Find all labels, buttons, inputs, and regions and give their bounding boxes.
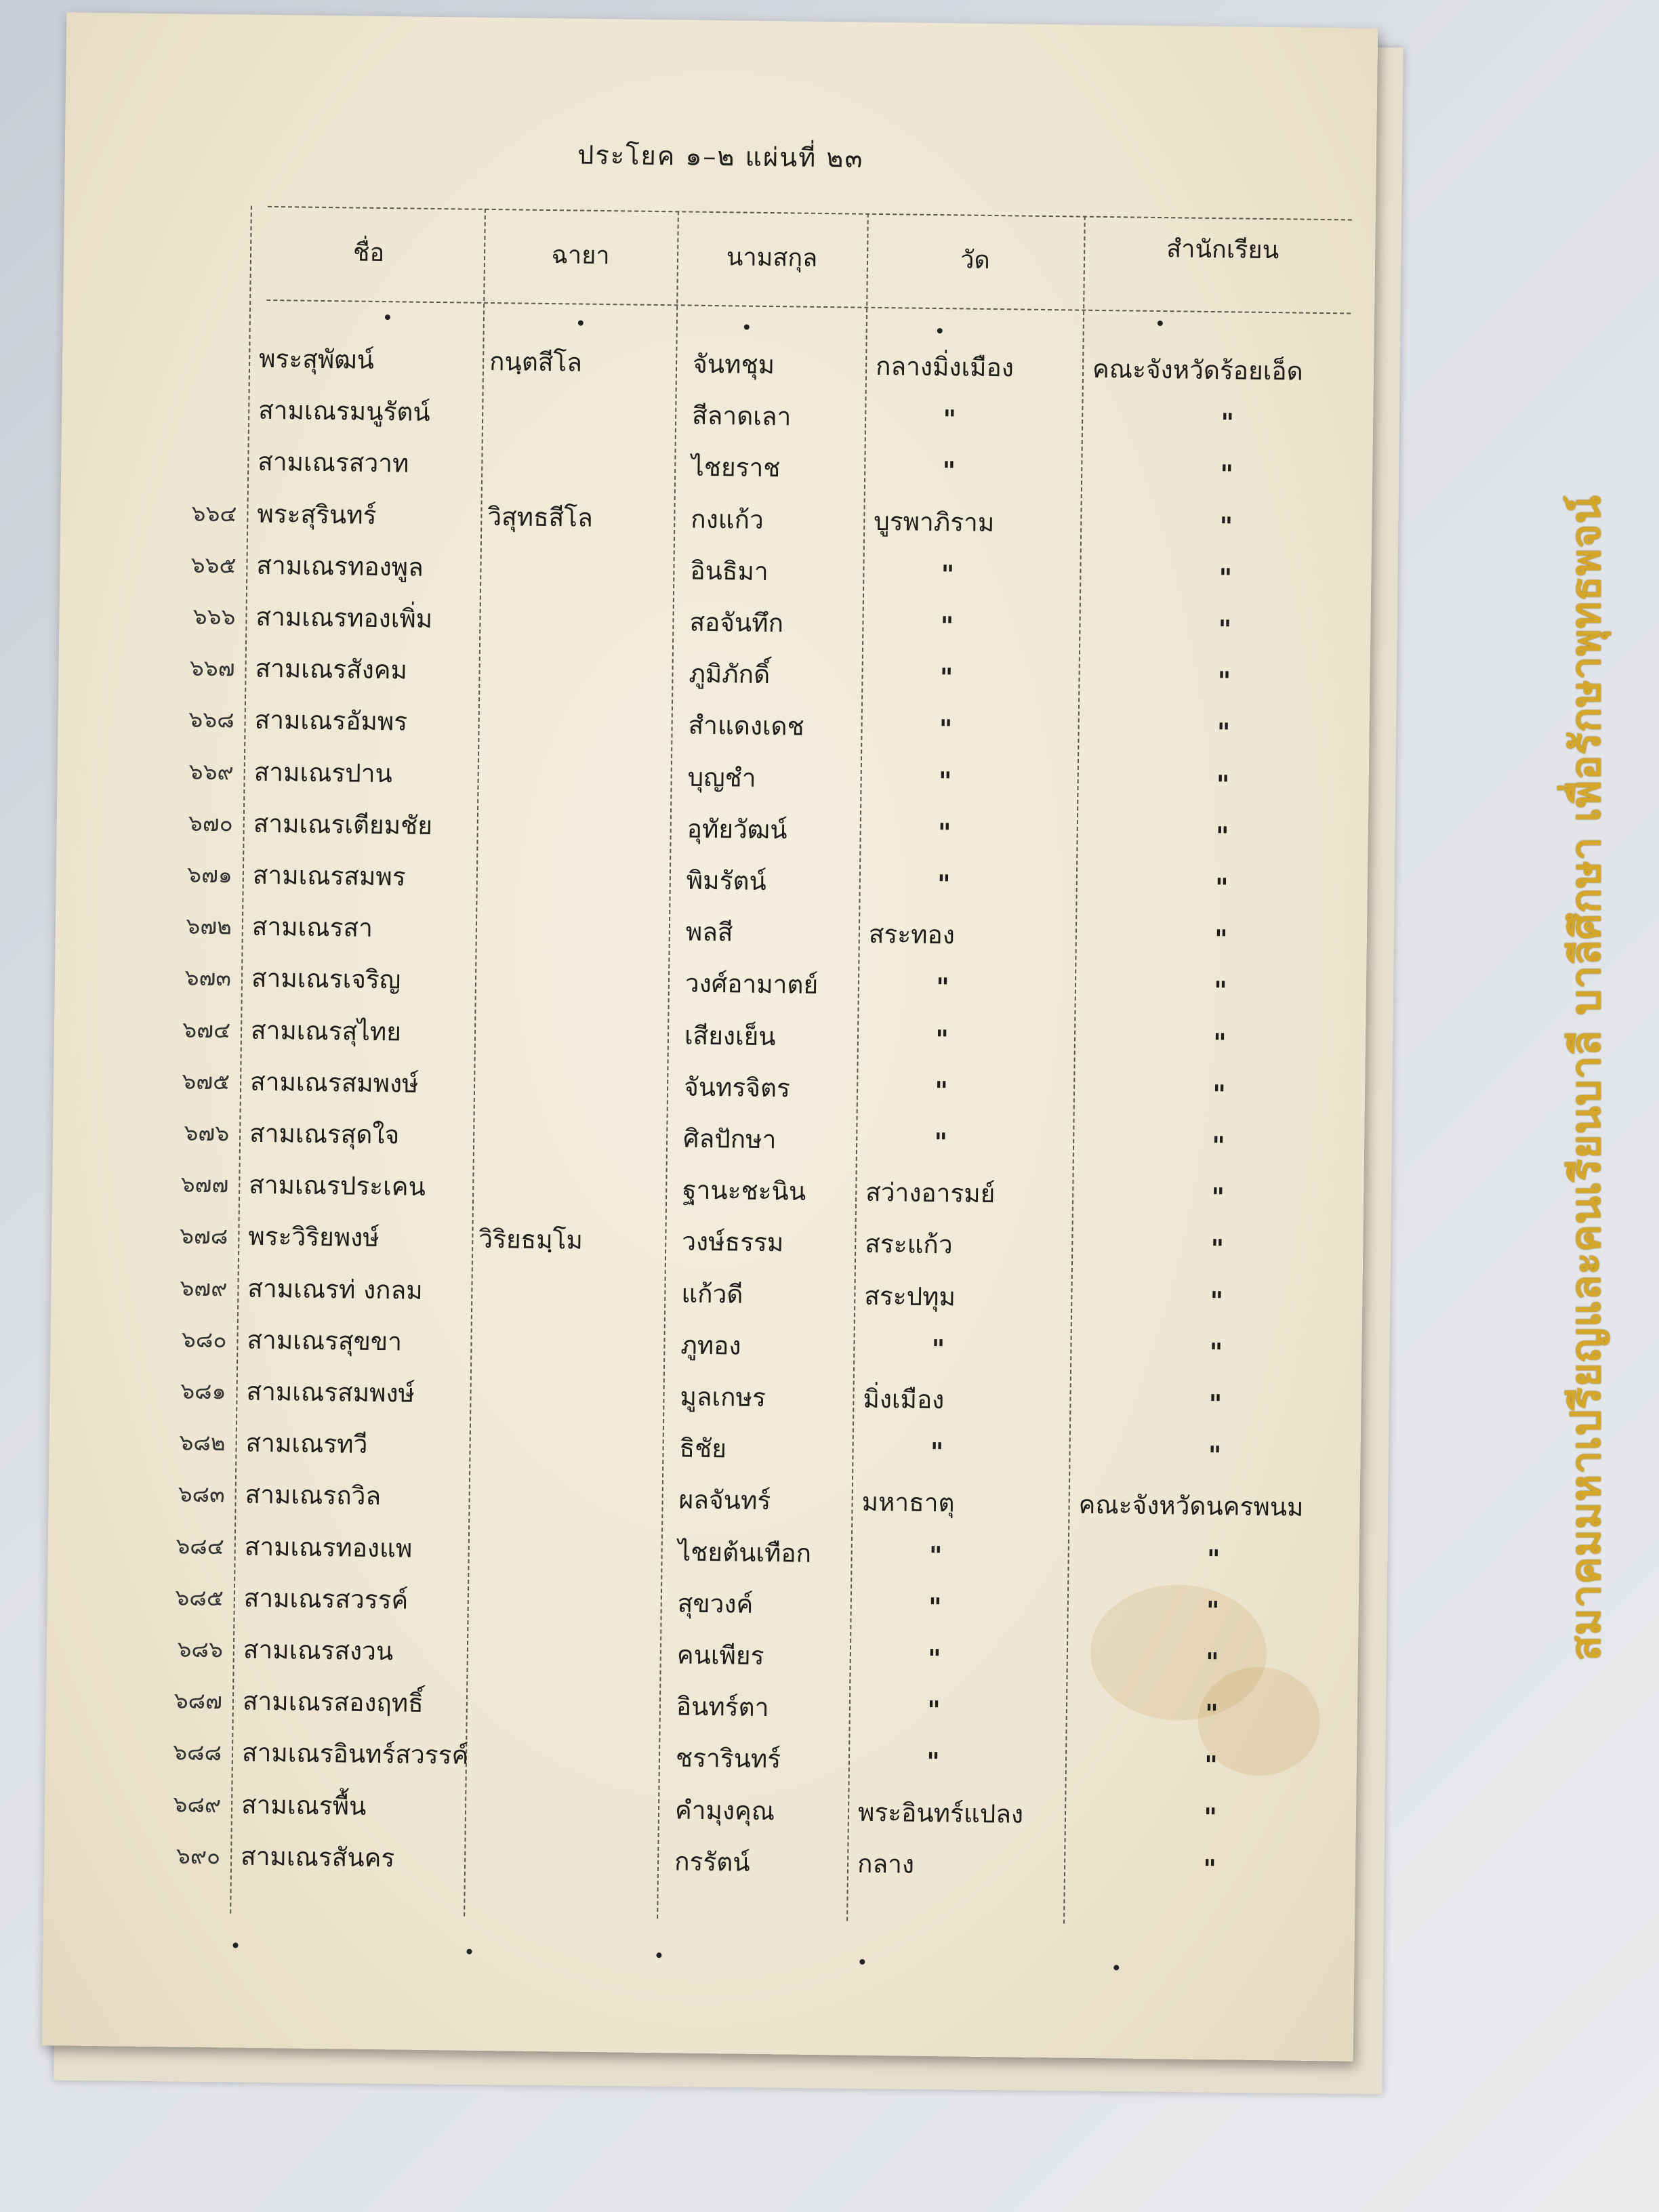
entry-surname: ชรารินทร์ [675,1743,781,1774]
table-top-rule [268,206,1352,221]
entry-school: " [1203,1853,1216,1884]
entry-temple: " [928,1591,942,1622]
entry-school: " [1215,820,1229,851]
entry-number: ๖๗๖ [184,1119,230,1147]
entry-number: ๖๘๗ [173,1687,223,1715]
entry-temple: บูรพาภิราม [874,506,995,537]
entry-number: ๖๘๒ [179,1429,226,1456]
entry-surname: กงแก้ว [691,504,764,535]
entry-temple: " [939,662,954,693]
entry-temple: พระอินทร์แปลง [857,1797,1024,1829]
entry-surname: คำมุงคุณ [674,1795,775,1826]
entry-name: สามเณรสังคม [255,653,408,685]
header-bottom-rule [266,300,1351,314]
entry-number: ๖๗๒ [186,912,232,940]
column-header-name: ชื่อ [352,239,385,268]
entry-temple: กลาง [857,1849,915,1879]
entry-surname: พิมรัตน์ [686,865,767,896]
entry-temple: " [939,714,953,744]
entry-number: ๖๙๐ [176,1842,221,1870]
entry-surname: กรรัตน์ [674,1847,750,1877]
entry-number: ๖๖๕ [190,551,237,579]
entry-school: " [1210,1233,1225,1264]
entry-number: ๖๗๔ [182,1016,231,1043]
mark-dot [859,1959,865,1965]
entry-name: พระสุพัฒน์ [258,344,375,375]
entry-surname: ภูมิภักดิ์ [689,659,771,690]
entry-school: " [1214,872,1229,903]
column-header-monastic-name: ฉายา [551,241,610,270]
entry-number: ๖๘๕ [175,1584,224,1612]
entry-surname: พลสี [685,917,733,947]
entry-school: " [1214,924,1228,954]
entry-temple: " [934,1127,948,1158]
entry-name: สามเณรทองพูล [256,550,424,582]
mark-dot [233,1943,239,1948]
entry-temple: สระทอง [868,920,956,950]
entry-name: สามเณรเตียมชัย [253,808,433,840]
entry-name: สามเณรสมพงษ์ [249,1067,419,1099]
mark-dot [385,314,390,320]
entry-surname: ศิลปักษา [682,1124,777,1155]
entry-school: " [1218,614,1232,644]
entry-school: " [1221,407,1235,438]
entry-surname: สำแดงเดช [688,710,804,742]
entry-temple: " [937,869,951,899]
entry-name: สามเณรสมพงษ์ [246,1376,415,1408]
entry-name: พระสุรินทร์ [257,499,377,530]
column-header-temple: วัด [960,246,991,274]
entry-number: ๖๗๘ [179,1222,228,1250]
mark-dot [656,1952,661,1958]
entry-temple: " [941,558,955,590]
entry-number: ๖๘๑ [180,1377,226,1405]
entry-surname: แก้วดี [681,1279,743,1309]
entry-temple: " [926,1695,941,1725]
entry-temple: " [935,1023,949,1054]
entry-name: สามเณรสุขขา [247,1325,403,1357]
watermark [1538,461,1633,1694]
entry-school: " [1219,510,1233,541]
mark-dot [744,325,750,330]
mark-dot [1113,1965,1119,1970]
entry-number: ๖๘๘ [172,1738,222,1766]
entry-name: สามเณรถวิล [245,1480,382,1511]
entry-temple: " [943,404,957,434]
entry-surname: จันทชุม [692,349,775,380]
entry-number: ๖๗๐ [188,809,234,837]
entry-school: " [1204,1750,1218,1780]
entry-surname: ฐานะชะนิน [682,1175,806,1206]
entry-school: " [1212,1078,1226,1109]
entry-name: สามเณรสันคร [240,1841,395,1873]
entry-temple: สระแก้ว [865,1229,953,1260]
entry-surname: ภูทอง [680,1330,741,1361]
entry-name: สามเณรสวาท [258,447,409,478]
entry-surname: มูลเกษร [680,1382,766,1413]
entry-number: ๖๗๕ [182,1067,230,1095]
entry-school: " [1213,1027,1227,1057]
entry-surname: อินทร์ตา [676,1692,769,1723]
entry-temple: กลางมิ่งเมือง [875,351,1015,383]
entry-number: ๖๘๓ [178,1480,225,1508]
entry-school: " [1206,1543,1221,1574]
entry-school: " [1208,1389,1223,1419]
entry-name: สามเณรพื้น [241,1790,367,1821]
entry-name: สามเณรทองเพิ่ม [255,602,433,634]
mark-dot [937,328,943,333]
entry-monastic-name: วิสุทธสีโล [487,501,594,533]
entry-surname: ผลจันทร์ [678,1485,771,1516]
entry-monastic-name: วิริยธมฺโม [478,1225,583,1256]
entry-number: ๖๖๘ [188,705,234,733]
entry-name: สามเณรทวี [245,1428,368,1460]
entry-name: สามเณรสา [251,912,373,943]
entry-school: " [1211,1182,1225,1212]
entry-number: ๖๘๐ [181,1326,227,1353]
entry-surname: ธิชัย [679,1433,727,1464]
entry-number: ๖๖๗ [189,654,235,682]
entry-number: ๖๗๗ [180,1170,229,1198]
entry-name: สามเณรทองแพ [244,1532,413,1563]
entry-number: ๖๗๑ [186,861,233,888]
entry-number: ๖๘๔ [176,1532,225,1559]
column-header-school: สำนักเรียน [1166,235,1279,265]
entry-surname: อินธิมา [690,556,769,586]
entry-name: สามเณรสุดใจ [249,1118,400,1150]
entry-school: คณะจังหวัดนครพนม [1078,1490,1304,1523]
entry-temple: มิ่งเมือง [863,1384,945,1415]
entry-surname: บุญชำ [687,762,756,793]
entry-temple: " [928,1540,943,1570]
entry-number: ๖๘๖ [177,1635,224,1663]
entry-temple: มหาธาตุ [861,1488,955,1518]
entry-temple: " [936,972,949,1002]
entry-school: คณะจังหวัดร้อยเอ็ด [1092,354,1303,386]
entry-surname: สุขวงค์ [677,1589,754,1619]
entry-temple: " [927,1643,941,1674]
entry-school: " [1216,717,1231,747]
entry-number: ๖๖๔ [191,499,237,527]
entry-number [138,332,239,333]
entry-school: " [1220,459,1234,489]
entry-temple: " [938,765,952,796]
entry-name: สามเณรเจริญ [251,964,401,995]
mark-dot [466,1949,472,1954]
entry-temple: " [937,817,951,848]
entry-school: " [1208,1440,1222,1471]
entry-school: " [1216,769,1230,799]
entry-school: " [1210,1285,1224,1315]
entry-name: สามเณรท่ งกลม [247,1273,423,1305]
entry-surname: วงศ์อามาตย์ [684,968,819,1000]
entry-school: " [1213,975,1227,1006]
entry-monastic-name: กนฺตสีโล [489,346,583,377]
entry-surname: วงษ์ธรรม [682,1227,784,1258]
entry-school: " [1204,1801,1217,1832]
entry-temple: " [935,1075,948,1106]
entry-temple: สระปทุม [864,1281,956,1312]
entry-name: พระวิริยพงษ์ [248,1222,380,1253]
entry-school: " [1206,1595,1220,1626]
entry-school: " [1205,1647,1219,1677]
document-page [42,12,1378,2061]
entry-number: ๖๗๙ [180,1274,228,1301]
entry-school: " [1204,1698,1218,1729]
entry-surname: ไชยราช [691,452,781,483]
entry-temple: " [940,611,954,641]
entry-temple: " [931,1333,945,1364]
entry-surname: สีลาดเลา [691,401,792,432]
entry-name: สามเณรมนูรัตน์ [258,395,430,428]
entry-surname: คนเพียร [676,1640,764,1671]
entry-surname: สอจันทึก [689,607,784,638]
entry-name: สามเณรปาน [253,757,393,788]
entry-number: ๖๗๓ [184,964,232,991]
mark-dot [578,321,583,326]
entry-name: สามเณรสมพร [252,860,406,892]
entry-surname: อุทัยวัฒน์ [687,814,787,845]
entry-name: สามเณรอินทร์สวรรค์ [241,1738,469,1771]
entry-number: ๖๘๙ [173,1790,222,1818]
entry-temple: " [942,455,956,486]
entry-number: ๖๖๖ [192,602,236,630]
entry-temple: " [926,1746,940,1777]
watermark-text: สมาคมมหาเปรียญและคนเรียนบาลี บาลีศึกษา เพื่อรักษาพุทธพจน์ [1562,494,1610,1661]
entry-name: สามเณรสองฤทธิ์ [242,1686,424,1719]
entry-name: สามเณรประเคน [249,1170,426,1202]
entry-name: สามเณรสุไทย [250,1015,402,1047]
page-heading: ประโยค ๑–๒ แผ่นที่ ๒๓ [577,140,864,173]
entry-temple: สว่างอารมย์ [865,1178,996,1209]
mark-dot [1158,321,1163,326]
entry-school: " [1212,1130,1226,1161]
entry-school: " [1218,562,1233,593]
entry-surname: ไชยต้นเทือก [678,1537,812,1568]
column-header-surname: นามสกุล [726,243,818,272]
entry-temple: " [930,1437,944,1467]
entry-surname: เสียงเย็น [684,1021,776,1051]
entry-number: ๖๖๙ [188,758,234,785]
entry-school: " [1217,665,1231,696]
entry-name: สามเณรสงวน [243,1635,394,1666]
entry-surname: จันทรจิตร [683,1072,791,1103]
entry-school: " [1209,1336,1223,1368]
entry-name: สามเณรอัมพร [254,705,408,737]
entry-name: สามเณรสวรรค์ [243,1583,409,1615]
